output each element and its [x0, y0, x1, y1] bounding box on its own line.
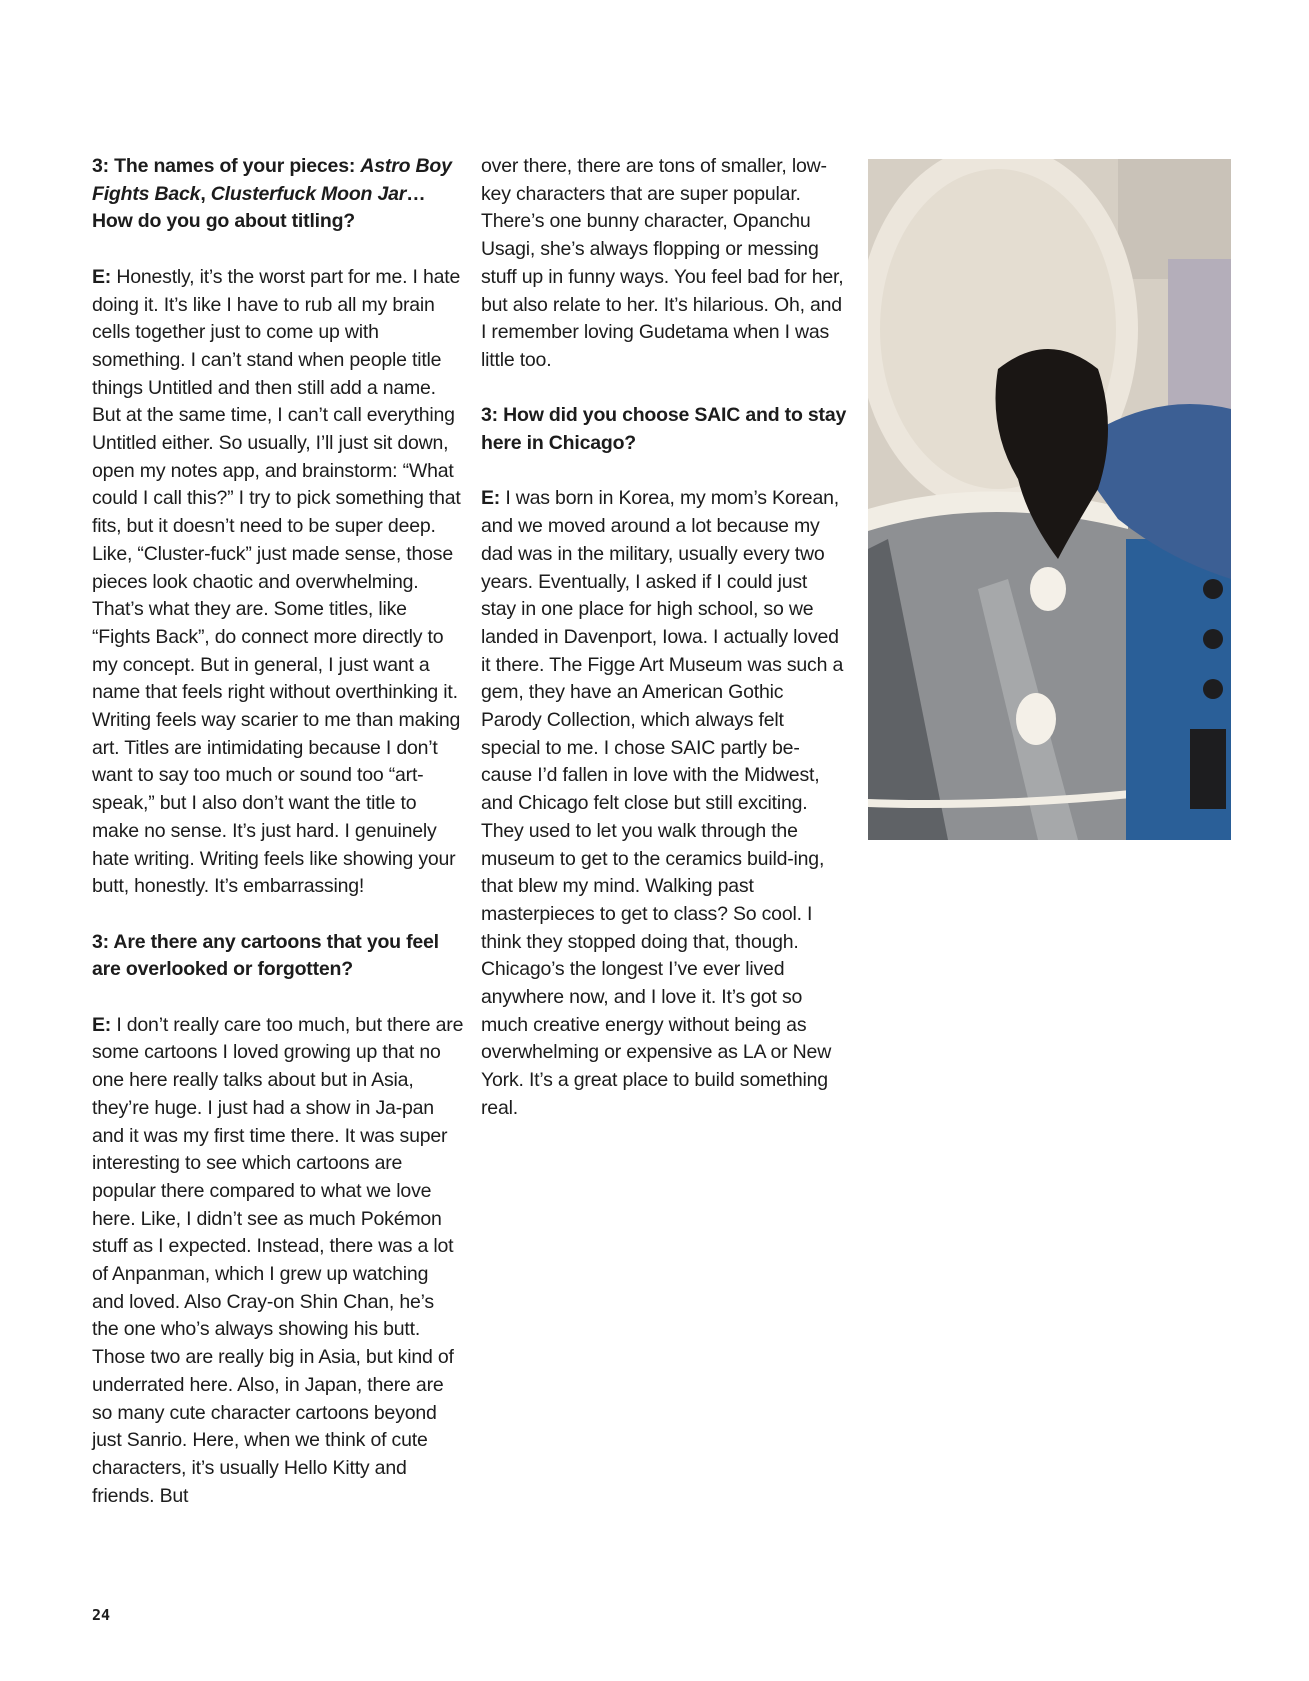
answer-saic: E: I was born in Korea, my mom’s Korean, and we moved around a lot because my dad was in the military, usually every two years. Eventually, I asked if I could just stay in one place for high school, so we landed in Davenport, Iowa. I actually loved it there. The Figge Art Museum was such a gem, they have an American Gothic Parody Collection, which always felt special to me. I chose SAIC partly be-cause I’d fallen in love with the Midwest, and Chicago felt close but still exciting. They used to let you walk through the museum to get to the ceramics build-ing, that blew my mind. Walking past masterpieces to get to class? So cool. I think they stopped doing that, though. Chicago’s the longest I’ve ever lived anywhere now, and I love it. It’s got so much creative energy without being as overwhelming or expensive as LA or New York. It’s a great place to build something real. — [481, 487, 844, 1119]
kiln-illustration — [868, 159, 1231, 840]
text-column-left — [92, 153, 464, 1538]
panel-dial-2 — [1203, 629, 1223, 649]
clay-piece-2 — [1016, 693, 1056, 745]
speaker-label: E: — [92, 1013, 112, 1036]
panel-dial-1 — [1203, 579, 1223, 599]
clay-piece-1 — [1030, 567, 1066, 611]
question-saic: 3: How did you choose SAIC and to stay here in Chicago? — [481, 404, 847, 455]
panel-display — [1190, 729, 1226, 809]
answer-titling: E: Honestly, it’s the worst part for me. I hate doing it. It’s like I have to rub all my brain cells together just to come up with something. I can’t stand when people title things Untitled and then still add a name. But at the same time, I can’t call everything Untitled either. So usually, I’ll just sit down, open my notes app, and brainstorm: “What could I call this?” I try to pick something that fits, but it doesn’t need to be super deep. Like, “Cluster-fuck” just made sense, those pieces look chaotic and overwhelming. That’s what they are. Some titles, like “Fights Back”, do connect more directly to my concept. But in general, I just want a name that feels right without overthinking it. Writing feels way scarier to me than making art. Titles are intimidating because I don’t want to say too much or sound too “art-speak,” but I also don’t want the title to make no sense. It’s just hard. I genuinely hate writing. Writing feels like showing your butt, honestly. It’s embarrassing! — [92, 265, 461, 898]
page-number: 24 — [92, 1606, 111, 1624]
title-astro-boy: Astro Boy Fights Back — [92, 155, 452, 205]
question-cartoons: 3: Are there any cartoons that you feel are overlooked or forgotten? — [92, 930, 439, 981]
question-titling: 3: The names of your pieces: Astro Boy Fights Back, Clusterfuck Moon Jar… How do you go about titling? — [92, 155, 452, 233]
panel-dial-3 — [1203, 679, 1223, 699]
speaker-label: E: — [481, 487, 501, 510]
answer-cartoons: E: I don’t really care too much, but there are some cartoons I loved growing up that no one here really talks about but in Asia, they’re huge. I just had a show in Ja-pan and it was my first time there. It was super interesting to see which cartoons are popular there compared to what we love here. Like, I didn’t see as much Pokémon stuff as I expected. Instead, there was a lot of Anpanman, which I grew up watching and loved. Also Cray-on Shin Chan, he’s the one who’s always showing his butt. Those two are really big in Asia, but kind of underrated here. Also, in Japan, there are so many cute character cartoons beyond just Sanrio. Here, when we think of cute characters, it’s usually Hello Kitty and friends. But — [92, 1013, 464, 1507]
title-moon-jar: Clusterfuck Moon Jar — [210, 182, 407, 205]
artist-kiln-photo — [868, 159, 1231, 840]
text-column-middle — [481, 153, 847, 1150]
answer-cartoons-continued: over there, there are tons of smaller, low-key characters that are super popular. There’s one bunny character, Opanchu Usagi, she’s always flopping or messing stuff up in funny ways. You feel bad for her, but also relate to her. It’s hilarious. Oh, and I remember loving Gudetama when I was little too. — [481, 155, 844, 371]
speaker-label: E: — [92, 265, 112, 288]
